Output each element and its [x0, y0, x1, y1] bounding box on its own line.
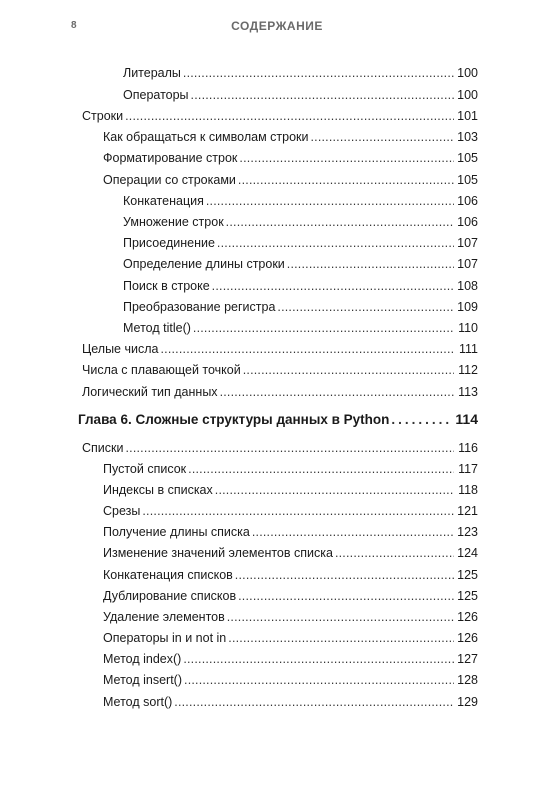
- toc-entry: [103, 129, 478, 145]
- toc-entry: [103, 567, 478, 583]
- toc-entry-page-number: 110: [458, 321, 478, 335]
- toc-entry-title: Логический тип данных: [82, 385, 218, 399]
- toc-entry: [103, 150, 478, 166]
- toc-entry-page-number: 118: [458, 483, 478, 497]
- dot-leader: [391, 411, 453, 429]
- toc-entry-title: Как обращаться к символам строки: [103, 130, 309, 144]
- toc-entry: [123, 214, 478, 230]
- toc-entry-page-number: 101: [457, 109, 478, 123]
- toc-entry-title: Глава 6. Сложные структуры данных в Python: [78, 412, 390, 427]
- toc-entry-page-number: 117: [458, 462, 478, 476]
- toc-entry-page-number: 127: [457, 652, 478, 666]
- toc-entry-page-number: 105: [457, 151, 478, 165]
- toc-entry-title: Операторы: [123, 88, 189, 102]
- toc-entry-page-number: 121: [457, 504, 478, 518]
- running-header: СОДЕРЖАНИЕ: [231, 19, 323, 33]
- dot-leader: [287, 256, 454, 272]
- toc-entry-page-number: 126: [457, 610, 478, 624]
- toc-entry-title: Метод title(): [123, 321, 191, 335]
- toc-entry-page-number: 109: [457, 300, 478, 314]
- toc-entry-page-number: 112: [458, 363, 478, 377]
- dot-leader: [125, 440, 454, 456]
- toc-entry-title: Поиск в строке: [123, 279, 210, 293]
- toc-entry-page-number: 111: [458, 342, 478, 356]
- toc-entry-page-number: 107: [457, 236, 478, 250]
- dot-leader: [212, 278, 454, 294]
- toc-entry-page-number: 106: [457, 215, 478, 229]
- toc-entry-title: Списки: [82, 441, 124, 455]
- toc-entry: [103, 588, 478, 604]
- toc-entry: [123, 278, 478, 294]
- dot-leader: [310, 129, 454, 145]
- toc-entry: [123, 87, 478, 103]
- toc-entry-title: Операции со строками: [103, 173, 236, 187]
- toc-entry-title: Определение длины строки: [123, 257, 285, 271]
- toc-entry-page-number: 100: [457, 66, 478, 80]
- toc-entry-title: Удаление элементов: [103, 610, 225, 624]
- toc-entry: [103, 172, 478, 188]
- toc-entry: [103, 461, 478, 477]
- toc-entry-title: Умножение строк: [123, 215, 224, 229]
- dot-leader: [277, 299, 454, 315]
- toc-entry: [103, 651, 478, 667]
- dot-leader: [184, 672, 454, 688]
- toc-entry: [82, 362, 478, 378]
- dot-leader: [226, 214, 454, 230]
- toc-entry-page-number: 128: [457, 673, 478, 687]
- page-number: 8: [71, 20, 77, 31]
- dot-leader: [215, 482, 454, 498]
- toc-entry: [103, 609, 478, 625]
- toc-entry-title: Конкатенация: [123, 194, 204, 208]
- toc-entry-page-number: 125: [457, 589, 478, 603]
- dot-leader: [183, 651, 454, 667]
- toc-entry-page-number: 103: [457, 130, 478, 144]
- toc-entry-page-number: 116: [458, 441, 478, 455]
- toc-entry-title: Целые числа: [82, 342, 159, 356]
- toc-entry: [82, 384, 478, 400]
- toc-entry-title: Метод insert(): [103, 673, 183, 687]
- toc-entry-title: Операторы in и not in: [103, 631, 227, 645]
- toc-entry-page-number: 107: [457, 257, 478, 271]
- dot-leader: [220, 384, 454, 400]
- toc-entry-page-number: 106: [457, 194, 478, 208]
- toc-entry: [82, 108, 478, 124]
- toc-entry-title: Строки: [82, 109, 124, 123]
- dot-leader: [206, 193, 454, 209]
- dot-leader: [239, 150, 454, 166]
- toc-entry-title: Получение длины списка: [103, 525, 250, 539]
- dot-leader: [235, 567, 454, 583]
- dot-leader: [238, 588, 454, 604]
- toc-entry-title: Дублирование списков: [103, 589, 237, 603]
- toc-entry-page-number: 124: [457, 546, 478, 560]
- toc-entry-page-number: 100: [457, 88, 478, 102]
- dot-leader: [243, 362, 454, 378]
- toc-entry-title: Срезы: [103, 504, 141, 518]
- toc-entry-page-number: 105: [457, 173, 478, 187]
- toc-entry-title: Числа с плавающей точкой: [82, 363, 241, 377]
- dot-leader: [188, 461, 454, 477]
- dot-leader: [160, 341, 454, 357]
- dot-leader: [227, 609, 454, 625]
- dot-leader: [125, 108, 454, 124]
- toc-entry: [82, 440, 478, 456]
- dot-leader: [228, 630, 454, 646]
- toc-entry-page-number: 125: [457, 568, 478, 582]
- dot-leader: [238, 172, 454, 188]
- dot-leader: [217, 235, 454, 251]
- toc-entry: [123, 299, 478, 315]
- toc-entry: [103, 694, 478, 710]
- toc-entry-page-number: 113: [458, 385, 478, 399]
- toc-entry-title: Метод index(): [103, 652, 182, 666]
- toc-entry-title: Метод sort(): [103, 695, 173, 709]
- toc-entry: [103, 482, 478, 498]
- toc-entry: [103, 672, 478, 688]
- toc-entry: [103, 503, 478, 519]
- toc-entry: [123, 193, 478, 209]
- toc-entry: [103, 545, 478, 561]
- toc-entry: [123, 65, 478, 81]
- toc-entry-title: Присоединение: [123, 236, 215, 250]
- toc-entry-page-number: 114: [455, 411, 478, 427]
- toc-entry-page-number: 108: [457, 279, 478, 293]
- dot-leader: [174, 694, 454, 710]
- dot-leader: [183, 65, 454, 81]
- toc-chapter-entry: [78, 410, 478, 428]
- toc-entry-page-number: 129: [457, 695, 478, 709]
- dot-leader: [335, 545, 454, 561]
- toc-entry-title: Индексы в списках: [103, 483, 213, 497]
- toc-entry: [123, 235, 478, 251]
- dot-leader: [252, 524, 454, 540]
- toc-entry: [123, 256, 478, 272]
- toc-entry: [103, 524, 478, 540]
- toc-entry-title: Преобразование регистра: [123, 300, 276, 314]
- dot-leader: [142, 503, 454, 519]
- toc-entry-title: Литералы: [123, 66, 181, 80]
- dot-leader: [193, 320, 454, 336]
- toc-entry-title: Пустой список: [103, 462, 187, 476]
- toc-entry-title: Изменение значений элементов списка: [103, 546, 333, 560]
- toc-entry: [103, 630, 478, 646]
- toc-entry: [123, 320, 478, 336]
- toc-entry-page-number: 126: [457, 631, 478, 645]
- toc-entry-title: Форматирование строк: [103, 151, 238, 165]
- toc-entry-page-number: 123: [457, 525, 478, 539]
- toc-entry-title: Конкатенация списков: [103, 568, 233, 582]
- toc-entry: [82, 341, 478, 357]
- dot-leader: [191, 87, 454, 103]
